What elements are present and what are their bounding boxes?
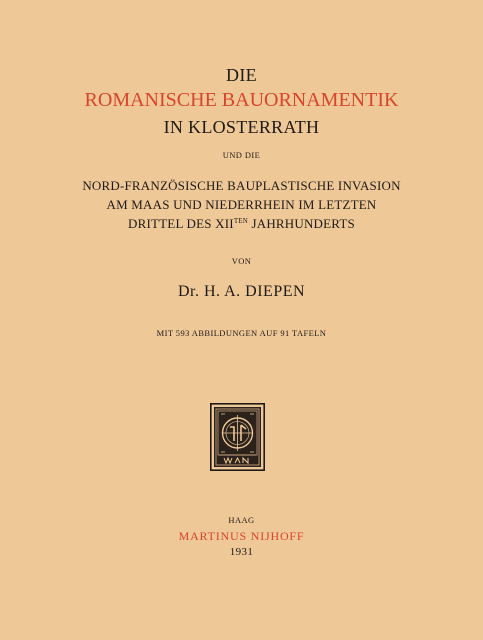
title-connector: UND DIE: [222, 150, 261, 160]
title-article: DIE: [226, 65, 257, 85]
publication-place: HAAG: [228, 515, 255, 525]
subtitle-line-3-end: JAHRHUNDERTS: [248, 216, 355, 231]
subtitle-line-2: AM MAAS UND NIEDERRHEIN IM LETZTEN: [106, 197, 377, 212]
ordinal-superscript: TEN: [233, 217, 249, 225]
publisher-device-icon: [210, 403, 265, 471]
by-label: VON: [231, 256, 252, 266]
author-name: Dr. H. A. DIEPEN: [177, 283, 306, 300]
subtitle-line-1: NORD-FRANZÖSISCHE BAUPLASTISCHE INVASION: [82, 178, 401, 193]
title-place: IN KLOSTERRATH: [163, 117, 320, 137]
publisher-name: MARTINUS NIJHOFF: [178, 529, 305, 543]
subtitle-line-3: [0, 217, 483, 230]
main-title: ROMANISCHE BAUORNAMENTIK: [84, 89, 399, 111]
subtitle-line-3-start: DRITTEL DES XII: [128, 216, 234, 231]
publication-year: 1931: [229, 546, 254, 558]
illustrations-note: MIT 593 ABBILDUNGEN AUF 91 TAFELN: [156, 328, 327, 338]
